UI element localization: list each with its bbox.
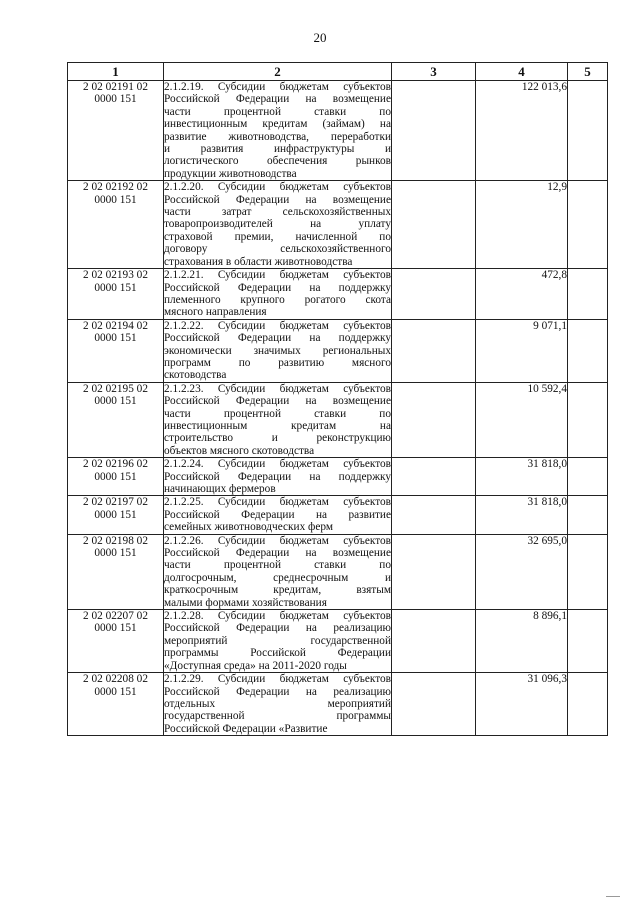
table-row — [68, 181, 608, 269]
description-line: племенного крупного рогатого скота — [164, 293, 391, 306]
description-line: «Доступная среда» на 2011-2020 годы — [164, 659, 347, 672]
budget-code — [68, 269, 164, 320]
subsidy-description — [164, 382, 392, 457]
description-line: объектов мясного скотоводства — [164, 444, 315, 457]
description-line: мясного направления — [164, 306, 267, 319]
description-line: 2.1.2.23. Субсидии бюджетам субъектов — [164, 382, 391, 395]
budget-code — [68, 181, 164, 269]
column-header-2: 2 — [164, 63, 392, 81]
budget-code-line: 0000 151 — [94, 547, 137, 560]
budget-code — [68, 81, 164, 181]
column-3-cell — [392, 382, 476, 457]
budget-code-line: 0000 151 — [94, 281, 137, 294]
subsidy-description — [164, 81, 392, 181]
budget-code — [68, 673, 164, 736]
description-line: начинающих фермеров — [164, 483, 276, 495]
budget-code-line: 0000 151 — [94, 395, 137, 408]
amount-cell: 12,9 — [476, 181, 568, 269]
description-line: экономически значимых региональных — [164, 344, 391, 357]
description-line: долгосрочным, среднесрочным и — [164, 571, 391, 584]
page-number: 20 — [313, 30, 327, 45]
column-header-3: 3 — [392, 63, 476, 81]
budget-code — [68, 458, 164, 496]
amount-cell: 9 071,1 — [476, 319, 568, 382]
description-line: и развития инфраструктуры и — [164, 143, 391, 156]
description-line: инвестиционным кредитам на — [164, 419, 391, 432]
table-row — [68, 382, 608, 457]
column-3-cell — [392, 458, 476, 496]
column-header-5: 5 — [568, 63, 608, 81]
description-line: страхования в области животноводства — [164, 255, 353, 268]
column-header-4: 4 — [476, 63, 568, 81]
description-line: 2.1.2.28. Субсидии бюджетам субъектов — [164, 610, 391, 623]
budget-code-line: 0000 151 — [94, 470, 137, 483]
subsidy-description — [164, 496, 392, 534]
description-line: Российской Федерации «Развитие — [164, 722, 328, 735]
amount-cell: 31 096,3 — [476, 673, 568, 736]
subsidy-description — [164, 181, 392, 269]
amount-cell: 32 695,0 — [476, 534, 568, 609]
budget-code-line: 2 02 02192 02 — [83, 181, 148, 194]
budget-code-line: 2 02 02193 02 — [83, 269, 148, 282]
description-line: развитие животноводства, переработки — [164, 130, 391, 143]
amount-cell: 31 818,0 — [476, 458, 568, 496]
description-line: 2.1.2.20. Субсидии бюджетам субъектов — [164, 181, 391, 194]
budget-code — [68, 382, 164, 457]
description-line: малыми формами хозяйствования — [164, 596, 327, 609]
budget-code-line: 0000 151 — [94, 193, 137, 206]
description-line: 2.1.2.21. Субсидии бюджетам субъектов — [164, 269, 391, 282]
budget-code-line: 0000 151 — [94, 685, 137, 698]
description-line: 2.1.2.19. Субсидии бюджетам субъектов — [164, 81, 391, 93]
scan-mark — [606, 896, 620, 897]
column-3-cell — [392, 269, 476, 320]
column-3-cell — [392, 181, 476, 269]
column-5-cell — [568, 458, 608, 496]
column-3-cell — [392, 496, 476, 534]
description-line: части процентной ставки по — [164, 559, 391, 572]
budget-code — [68, 534, 164, 609]
description-line: государственной программы — [164, 710, 391, 723]
subsidy-description — [164, 458, 392, 496]
budget-code — [68, 496, 164, 534]
description-line: договору сельскохозяйственного — [164, 243, 391, 256]
subsidy-description — [164, 319, 392, 382]
budget-code-line: 2 02 02195 02 — [83, 382, 148, 395]
table-row — [68, 534, 608, 609]
description-line: 2.1.2.24. Субсидии бюджетам субъектов — [164, 458, 391, 471]
column-5-cell — [568, 610, 608, 673]
description-line: Российской Федерации на реализацию — [164, 622, 391, 635]
table-row — [68, 458, 608, 496]
budget-table — [67, 62, 608, 736]
description-line: Российской Федерации на реализацию — [164, 685, 391, 698]
column-5-cell — [568, 81, 608, 181]
column-header-1: 1 — [68, 63, 164, 81]
description-line: 2.1.2.25. Субсидии бюджетам субъектов — [164, 496, 391, 509]
description-line: части процентной ставки по — [164, 105, 391, 118]
description-line: Российской Федерации на развитие — [164, 508, 391, 521]
description-line: Российской Федерации на поддержку — [164, 470, 391, 483]
description-line: семейных животноводческих ферм — [164, 521, 334, 534]
table-body — [68, 81, 608, 736]
subsidy-description — [164, 673, 392, 736]
column-5-cell — [568, 181, 608, 269]
budget-code-line: 0000 151 — [94, 508, 137, 521]
budget-code-line: 2 02 02198 02 — [83, 534, 148, 547]
description-line: программы Российской Федерации — [164, 647, 391, 660]
column-3-cell — [392, 319, 476, 382]
subsidy-description — [164, 269, 392, 320]
subsidy-description — [164, 610, 392, 673]
amount-cell: 8 896,1 — [476, 610, 568, 673]
table-row — [68, 81, 608, 181]
description-line: краткосрочным кредитам, взятым — [164, 584, 391, 597]
description-line: части затрат сельскохозяйственных — [164, 206, 391, 219]
column-5-cell — [568, 269, 608, 320]
budget-code-line: 0000 151 — [94, 93, 137, 106]
column-5-cell — [568, 534, 608, 609]
description-line: программ по развитию мясного — [164, 356, 391, 369]
header-row — [68, 63, 608, 81]
table-row — [68, 496, 608, 534]
description-line: Российской Федерации на возмещение — [164, 547, 391, 560]
description-line: продукции животноводства — [164, 167, 297, 180]
description-line: мероприятий государственной — [164, 634, 391, 647]
description-line: логистического обеспечения рынков — [164, 155, 391, 168]
description-line: скотоводства — [164, 369, 227, 382]
subsidy-description — [164, 534, 392, 609]
amount-cell: 472,8 — [476, 269, 568, 320]
budget-code-line: 2 02 02208 02 — [83, 673, 148, 686]
table-row — [68, 269, 608, 320]
description-line: Российской Федерации на возмещение — [164, 395, 391, 408]
budget-code-line: 2 02 02207 02 — [83, 610, 148, 623]
description-line: товаропроизводителей на уплату — [164, 218, 391, 231]
column-5-cell — [568, 496, 608, 534]
column-3-cell — [392, 673, 476, 736]
column-3-cell — [392, 610, 476, 673]
amount-cell: 122 013,6 — [476, 81, 568, 181]
table-row — [68, 673, 608, 736]
description-line: отдельных мероприятий — [164, 697, 391, 710]
description-line: инвестиционным кредитам (займам) на — [164, 118, 391, 131]
budget-code-line: 2 02 02197 02 — [83, 496, 148, 509]
description-line: Российской Федерации на возмещение — [164, 93, 391, 106]
description-line: Российской Федерации на возмещение — [164, 193, 391, 206]
amount-cell: 10 592,4 — [476, 382, 568, 457]
column-5-cell — [568, 382, 608, 457]
budget-code-line: 2 02 02194 02 — [83, 319, 148, 332]
description-line: Российской Федерации на поддержку — [164, 332, 391, 345]
column-5-cell — [568, 319, 608, 382]
budget-code — [68, 319, 164, 382]
table-row — [68, 319, 608, 382]
description-line: строительство и реконструкцию — [164, 432, 391, 445]
budget-code — [68, 610, 164, 673]
amount-cell: 31 818,0 — [476, 496, 568, 534]
column-5-cell — [568, 673, 608, 736]
description-line: Российской Федерации на поддержку — [164, 281, 391, 294]
table-row — [68, 610, 608, 673]
budget-code-line: 0000 151 — [94, 332, 137, 345]
description-line: 2.1.2.29. Субсидии бюджетам субъектов — [164, 673, 391, 686]
description-line: страховой премии, начисленной по — [164, 230, 391, 243]
description-line: 2.1.2.22. Субсидии бюджетам субъектов — [164, 319, 391, 332]
description-line: 2.1.2.26. Субсидии бюджетам субъектов — [164, 534, 391, 547]
column-3-cell — [392, 81, 476, 181]
description-line: части процентной ставки по — [164, 407, 391, 420]
column-3-cell — [392, 534, 476, 609]
budget-code-line: 2 02 02196 02 — [83, 458, 148, 471]
budget-code-line: 2 02 02191 02 — [83, 81, 148, 93]
budget-code-line: 0000 151 — [94, 622, 137, 635]
